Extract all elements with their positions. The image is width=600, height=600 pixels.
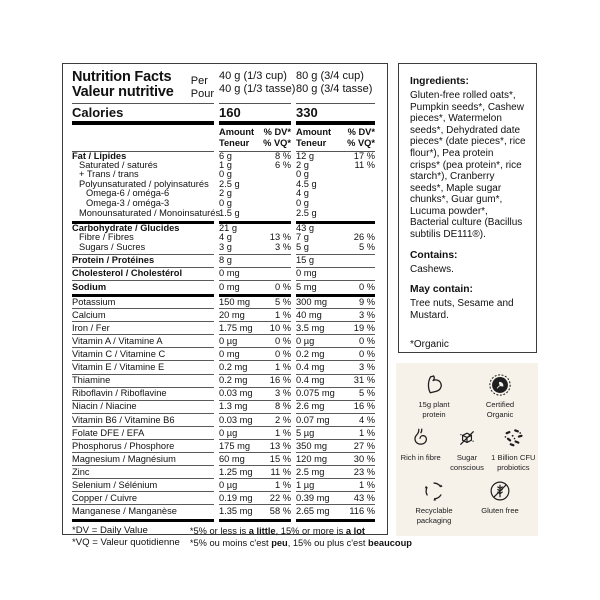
nutrient-rows [72,152,378,522]
amount-value: 120 mg [296,453,328,464]
daily-value-percent: 3 % [274,388,291,399]
nutrient-name: Calcium [72,311,214,322]
amount-value: 21 g [219,222,238,233]
daily-value-percent: 4 % [358,414,375,425]
badge-plant-protein [408,373,460,420]
serving-size-1: 40 g (1/3 cup) 40 g (1/3 tasse) [219,70,291,104]
nutrient-values-serving2 [296,389,375,400]
serving-size-2: 80 g (3/4 cup) 80 g (3/4 tasse) [296,70,375,104]
daily-value-percent: 1 % [274,427,291,438]
daily-value-percent: 13 % [269,231,291,242]
nutrient-row [72,454,378,467]
badge-rich-in-fibre [398,426,443,463]
nutrient-values-serving1 [219,389,291,400]
daily-value-percent: 16 % [269,375,291,386]
nutrient-row [72,349,378,362]
nutrient-values-serving2 [296,243,375,254]
nutrition-title-cell [72,70,214,104]
nutrient-row [72,199,378,208]
amount-value: 1.75 mg [219,323,253,334]
amount-value: 2.5 g [219,178,240,189]
daily-value-percent: 26 % [353,231,375,242]
nutrient-values-serving1 [219,199,291,208]
badge-certified-organic [474,373,526,420]
nutrient-name: Magnesium / Magnésium [72,455,214,466]
amount-value: 8 g [219,255,232,266]
nutrition-header-row [72,70,378,104]
amount-value: 6 g [219,150,232,161]
nutrient-name: Vitamin A / Vitamine A [72,337,214,348]
nutrient-values-serving2 [296,283,375,297]
nutrient-row [72,233,378,242]
nutrient-name: Omega-6 / oméga-6 [86,188,170,199]
nutrient-values-serving2 [296,256,375,267]
daily-value-percent: 19 % [353,323,375,334]
nutrient-row [72,389,378,402]
nutrient-name: Iron / Fer [72,324,214,335]
amount-value: 2.5 mg [296,466,325,477]
nutrient-values-serving2 [296,416,375,427]
nutrient-values-serving2 [296,324,375,335]
badge-sugar-conscious [444,426,489,473]
nutrient-name: Niacin / Niacine [72,402,214,413]
nutrient-row [72,208,378,223]
amount-value: 5 g [296,242,309,253]
nutrient-row [72,282,378,297]
nutrient-row [72,493,378,506]
amount-value: 175 mg [219,440,251,451]
nutrient-values-serving2 [296,363,375,374]
daily-value-percent: 13 % [269,440,291,451]
amount-value: 350 mg [296,440,328,451]
amount-value: 7 g [296,231,309,242]
nutrient-name: Cholesterol / Cholestérol [72,269,214,280]
nutrient-values-serving1 [219,481,291,492]
nutrient-values-serving2 [296,429,375,440]
daily-value-percent: 1 % [358,479,375,490]
amount-value: 1.35 mg [219,506,253,517]
amount-value: 0.4 mg [296,375,325,386]
nutrient-values-serving1 [219,455,291,466]
daily-value-percent: 9 % [358,296,375,307]
nutrient-name: Vitamin E / Vitamine E [72,363,214,374]
nutrient-row [72,323,378,336]
daily-value-percent: 0 % [358,336,375,347]
nutrient-values-serving2 [296,442,375,453]
amount-value: 3.5 mg [296,323,325,334]
badge-label: Gluten free [481,506,519,516]
nutrient-name: Monounsaturated / Monoinsaturés [72,209,214,223]
nutrient-row [72,297,378,310]
daily-value-percent: 3 % [358,362,375,373]
daily-value-percent: 5 % [274,296,291,307]
daily-value-percent: 58 % [269,506,291,517]
amount-value: 0 mg [296,268,317,279]
amount-value: 12 g [296,150,315,161]
nutrient-values-serving2 [296,337,375,348]
nutrient-row [72,336,378,349]
organic-note: *Organic [410,339,449,351]
nutrient-values-serving2 [296,507,375,521]
ingredients-list: Gluten-free rolled oats*, Pumpkin seeds*, Cashew pieces*, Watermelon seeds*, Dehydrated date pieces* (date pieces*, rice flour*), Pea protein crisps* (pea protein*, rice starch*), Cranberry seeds*, Maple sugar chunks*, Guar gum*, Lucuma powder*, Bacterial culture (Bacillus subtilis DE111®). [410,89,526,241]
amount-value: 0.2 mg [296,349,325,360]
nutrient-values-serving1 [219,416,291,427]
nutrient-values-serving2 [296,376,375,387]
amount-value: 0.19 mg [219,493,253,504]
organic-seal-icon [488,373,512,397]
calories-value-serving1: 160 [219,104,291,125]
daily-value-percent: 1 % [358,427,375,438]
amount-value: 43 g [296,222,315,233]
nutrient-name: Selenium / Sélénium [72,481,214,492]
amount-value: 1.5 g [219,208,240,219]
amount-value: 40 mg [296,309,322,320]
nutrient-name: + Trans / trans [79,169,139,180]
nutrient-name: Polyunsaturated / polyinsaturés [79,178,209,189]
nutrient-values-serving1 [219,298,291,309]
nutrient-values-serving2 [296,468,375,479]
daily-value-percent: 0 % [358,349,375,360]
amount-value: 0.2 mg [219,375,248,386]
badge-row-2 [398,426,536,473]
daily-value-percent: 6 % [274,160,291,171]
nutrient-row [72,467,378,480]
daily-value-percent: 22 % [269,493,291,504]
badge-label: 1 Billion CFU probiotics [491,453,536,472]
amount-value: 0 µg [219,336,238,347]
daily-value-percent: 16 % [353,401,375,412]
nutrient-values-serving1 [219,350,291,361]
daily-value-percent: 1 % [274,362,291,373]
amount-value: 3 g [219,242,232,253]
nutrient-values-serving2 [296,402,375,413]
dv-definition: *DV = Daily Value *VQ = Valeur quotidienne [72,524,180,549]
amount-value: 4.5 g [296,178,317,189]
nutrient-name: Protein / Protéines [72,256,214,267]
daily-value-percent: 1 % [274,309,291,320]
nutrient-row [72,362,378,375]
nutrient-row [72,242,378,255]
contains-heading: Contains: [410,249,458,261]
daily-value-percent: 1 % [274,479,291,490]
daily-value-percent: 0 % [274,349,291,360]
nutrition-title: Nutrition Facts Valeur nutritive [72,69,174,101]
daily-value-percent: 0 % [274,336,291,347]
amount-value: 2.65 mg [296,506,330,517]
daily-value-percent: 8 % [274,150,291,161]
daily-value-percent: 0 % [358,281,375,292]
amount-value: 0.4 mg [296,362,325,373]
amount-value: 0 µg [219,479,238,490]
daily-value-percent: 5 % [358,388,375,399]
nutrient-values-serving1 [219,376,291,387]
badge-label: Sugar conscious [450,453,484,472]
amount-value: 0 mg [219,281,240,292]
amount-value: 1 g [219,160,232,171]
nutrient-row [72,402,378,415]
amount-value: 1.25 mg [219,466,253,477]
nutrient-values-serving1 [219,283,291,297]
nutrient-row [72,428,378,441]
daily-value-percent: 3 % [274,242,291,253]
nutrient-row [72,480,378,493]
nutrient-name: Carbohydrate / Glucides [72,222,180,233]
nutrient-name: Fibre / Fibres [79,231,134,242]
nutrient-name: Omega-3 / oméga-3 [86,197,170,208]
amount-dv-header-col2: Amount % DV* Teneur % VQ* [296,125,375,152]
amount-dv-header-col1: Amount % DV* Teneur % VQ* [219,125,291,152]
daily-value-percent: 43 % [353,493,375,504]
badge-probiotics [491,426,536,473]
dv-interpretation: *5% or less is a little, 15% or more is a lot *5% ou moins c'est peu, 15% ou plus c'est beaucoup [189,525,412,549]
nutrient-row [72,268,378,281]
may-contain-heading: May contain: [410,284,473,296]
nutrient-values-serving1 [219,429,291,440]
daily-value-percent: 11 % [354,160,375,171]
amount-value: 0 µg [296,336,315,347]
contains-list: Cashews. [410,263,454,275]
amount-value: 150 mg [219,296,251,307]
amount-value: 2 g [296,160,309,171]
badge-label: Certified Organic [485,400,515,420]
badge-label: Rich in fibre [400,453,441,463]
nutrient-name: Vitamin B6 / Vitamine B6 [72,416,214,427]
nutrient-name: Vitamin C / Vitamine C [72,350,214,361]
per-pour-label: Per Pour [190,75,214,100]
nutrient-values-serving1 [219,233,291,242]
calories-row [72,104,378,125]
amount-value: 2 g [219,188,232,199]
nutrient-name: Copper / Cuivre [72,494,214,505]
nutrient-name: Thiamine [72,376,214,387]
nutrient-name: Saturated / saturés [79,160,158,171]
nutrient-name: Manganese / Manganèse [72,507,214,521]
nutrient-values-serving2 [296,481,375,492]
nutrient-row [72,441,378,454]
amount-value: 0.39 mg [296,493,330,504]
amount-value: 5 µg [296,427,315,438]
badge-row-1 [398,373,536,420]
nutrient-values-serving1 [219,363,291,374]
probiotics-icon [501,426,525,450]
nutrient-values-serving1 [219,337,291,348]
feature-badges-panel [396,363,538,536]
amount-value: 60 mg [219,453,245,464]
nutrient-values-serving2 [296,233,375,242]
nutrient-values-serving1 [219,269,291,280]
nutrient-name: Sodium [72,283,214,297]
nutrient-values-serving1 [219,256,291,267]
nutrition-facts-table [62,63,412,549]
nutrient-row [72,375,378,388]
badge-row-3 [398,479,536,526]
recycle-icon [422,479,446,503]
nutrient-name: Fat / Lipides [72,150,127,161]
nutrient-name: Sugars / Sucres [72,243,214,254]
daily-value-percent: 116 % [349,506,375,517]
amount-value: 2.6 mg [296,401,325,412]
calories-value-serving2: 330 [296,104,375,125]
badge-gluten-free [474,479,526,516]
amount-value: 0 g [219,197,232,208]
nutrient-values-serving1 [219,243,291,254]
stomach-icon [409,426,433,450]
amount-value: 2.5 g [296,208,317,219]
daily-value-percent: 0 % [274,281,291,292]
nutrient-values-serving1 [219,209,291,223]
nutrient-values-serving1 [219,507,291,521]
daily-value-percent: 31 % [353,375,375,386]
nutrient-name: Phosphorus / Phosphore [72,442,214,453]
amount-value: 0 µg [219,427,238,438]
amount-value: 1 µg [296,479,315,490]
nutrient-values-serving1 [219,324,291,335]
nutrient-values-serving2 [296,455,375,466]
daily-value-percent: 23 % [353,466,375,477]
ingredients-panel [398,63,537,353]
daily-value-percent: 5 % [358,242,375,253]
amount-value: 0 mg [219,349,240,360]
amount-value: 0 mg [219,268,240,279]
badge-label: 15g plant protein [418,400,450,420]
amount-value: 5 mg [296,281,317,292]
nutrient-values-serving2 [296,311,375,322]
gluten-free-icon [488,479,512,503]
nutrient-row [72,310,378,323]
amount-value: 1.3 mg [219,401,248,412]
amount-value: 0.03 mg [219,388,253,399]
nutrient-name: Riboflavin / Riboflavine [72,389,214,400]
calories-label: Calories [72,104,214,125]
daily-value-percent: 8 % [274,401,291,412]
daily-value-percent: 17 % [353,150,375,161]
badge-recyclable [408,479,460,526]
nutrient-row [72,415,378,428]
amount-value: 0 g [219,169,232,180]
amount-value: 0.03 mg [219,414,253,425]
muscle-arm-icon [422,373,446,397]
amount-value: 300 mg [296,296,328,307]
daily-value-percent: 3 % [358,309,375,320]
daily-value-percent: 27 % [353,440,375,451]
amount-dv-header-row [72,125,378,152]
badge-label: Recyclable packaging [415,506,453,525]
nutrient-name: Zinc [72,468,214,479]
nutrient-values-serving1 [219,311,291,322]
daily-value-percent: 30 % [353,453,375,464]
nutrient-values-serving2 [296,298,375,309]
nutrient-values-serving1 [219,442,291,453]
nutrient-values-serving2 [296,209,375,223]
nutrient-values-serving2 [296,269,375,280]
nutrient-row [72,255,378,268]
nutrient-values-serving1 [219,402,291,413]
daily-value-percent: 11 % [270,466,291,477]
daily-value-percent: 10 % [269,323,291,334]
nutrient-values-serving2 [296,494,375,505]
daily-value-percent: 15 % [269,453,291,464]
daily-value-footnote [72,524,412,550]
amount-value: 0.2 mg [219,362,248,373]
nutrient-name: Folate DFE / EFA [72,429,214,440]
daily-value-percent: 2 % [274,414,291,425]
amount-value: 20 mg [219,309,245,320]
nutrient-values-serving1 [219,468,291,479]
amount-value: 4 g [296,188,309,199]
nutrient-values-serving1 [219,494,291,505]
nutrient-values-serving2 [296,350,375,361]
amount-header-spacer [72,125,214,152]
nutrient-values-serving2 [296,199,375,208]
ingredients-heading: Ingredients: [410,76,469,87]
nutrient-name: Potassium [72,298,214,309]
may-contain-list: Tree nuts, Sesame and Mustard. [410,298,514,321]
sugar-cube-icon [455,426,479,450]
amount-value: 15 g [296,255,315,266]
amount-value: 0 g [296,197,309,208]
amount-value: 4 g [219,231,232,242]
amount-value: 0.075 mg [296,388,335,399]
nutrient-row [72,506,378,521]
amount-value: 0.07 mg [296,414,330,425]
amount-value: 0 g [296,169,309,180]
